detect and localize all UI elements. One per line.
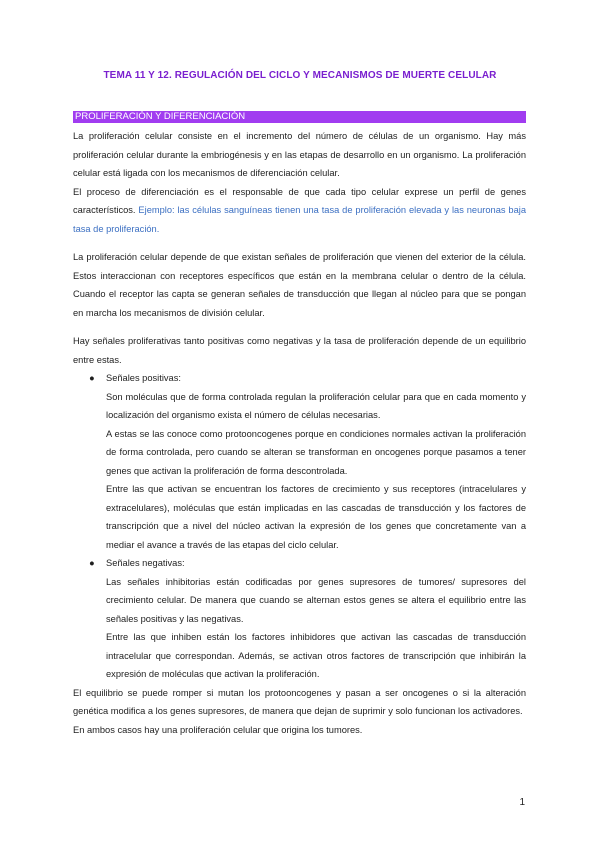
- paragraph: El equilibrio se puede romper si mutan los protooncogenes y pasan a ser oncogenes o si la alteración genética modifica a los genes supresores, de manera que dejan de suprimir y solo funcionan los activadores.: [73, 687, 526, 716]
- bullet-label: Señales positivas:: [106, 373, 181, 383]
- body-content: [73, 127, 526, 739]
- example-text: Ejemplo: las células sanguíneas tienen una tasa de proliferación elevada y las neuronas baja tasa de proliferación.: [73, 205, 526, 234]
- bullet-text: Son moléculas que de forma controlada regulan la proliferación celular para que en cada momento y localización del organismo exista el número de células necesarias.: [106, 391, 526, 420]
- paragraph: La proliferación celular consiste en el incremento del número de células de un organismo. Hay más proliferación celular durante la embriogénesis y en las etapas de desarrollo en un organismo. La proliferación celular está ligada con los mecanismos de diferenciación celular.: [73, 131, 526, 178]
- paragraph: En ambos casos hay una proliferación celular que origina los tumores.: [73, 724, 363, 735]
- bullet-text: Las señales inhibitorias están codificadas por genes supresores de tumores/ supresores del crecimiento celular. De manera que cuando se alternan estos genes se altera el equilibrio entre las señales positivas y las negativas.: [106, 576, 526, 624]
- bullet-dot-icon: ●: [89, 558, 95, 568]
- bullet-text: Entre las que activan se encuentran los factores de crecimiento y sus receptores (intracelulares y extracelulares), moléculas que están implicadas en las cascadas de transducción y los factores de transcripción que a nivel del núcleo activan la expresión de los genes que concretamente van a mediar el avance a través de las etapas del ciclo celular.: [106, 484, 526, 550]
- paragraph: Hay señales proliferativas tanto positivas como negativas y la tasa de proliferación depende de un equilibrio entre estas.: [73, 336, 526, 365]
- bullet-item-negative: [73, 554, 526, 573]
- paragraph: [73, 183, 526, 239]
- bullet-item-positive: [73, 369, 526, 388]
- bullet-label: Señales negativas:: [106, 558, 185, 568]
- page-number: 1: [519, 797, 525, 808]
- bullet-dot-icon: ●: [89, 373, 95, 383]
- bullet-text: Entre las que inhiben están los factores inhibidores que activan las cascadas de transducción intracelular que correspondan. Además, se activan otros factores de transcripción que inhibirán la expresión de moléculas que activan la proliferación.: [106, 632, 526, 679]
- section-heading: PROLIFERACIÓN Y DIFERENCIACIÓN: [73, 111, 526, 123]
- paragraph-text: El proceso de diferenciación es el responsable de que cada tipo celular exprese un perfil de genes característicos.: [73, 186, 526, 215]
- bullet-text: A estas se las conoce como protooncogenes porque en condiciones normales activan la proliferación de forma controlada, pero cuando se alteran se transforman en oncogenes porque pasamos a tener genes que activan la proliferación de forma descontrolada.: [106, 428, 526, 476]
- paragraph: La proliferación celular depende de que existan señales de proliferación que vienen del exterior de la célula. Estos interaccionan con receptores específicos que están en la membrana celular o dentro de la célula. Cuando el receptor las capta se generan señales de transducción que llegan al núcleo para que se pongan en marcha los mecanismos de división celular.: [73, 252, 526, 318]
- page-title: TEMA 11 Y 12. REGULACIÓN DEL CICLO Y MECANISMOS DE MUERTE CELULAR: [103, 70, 497, 81]
